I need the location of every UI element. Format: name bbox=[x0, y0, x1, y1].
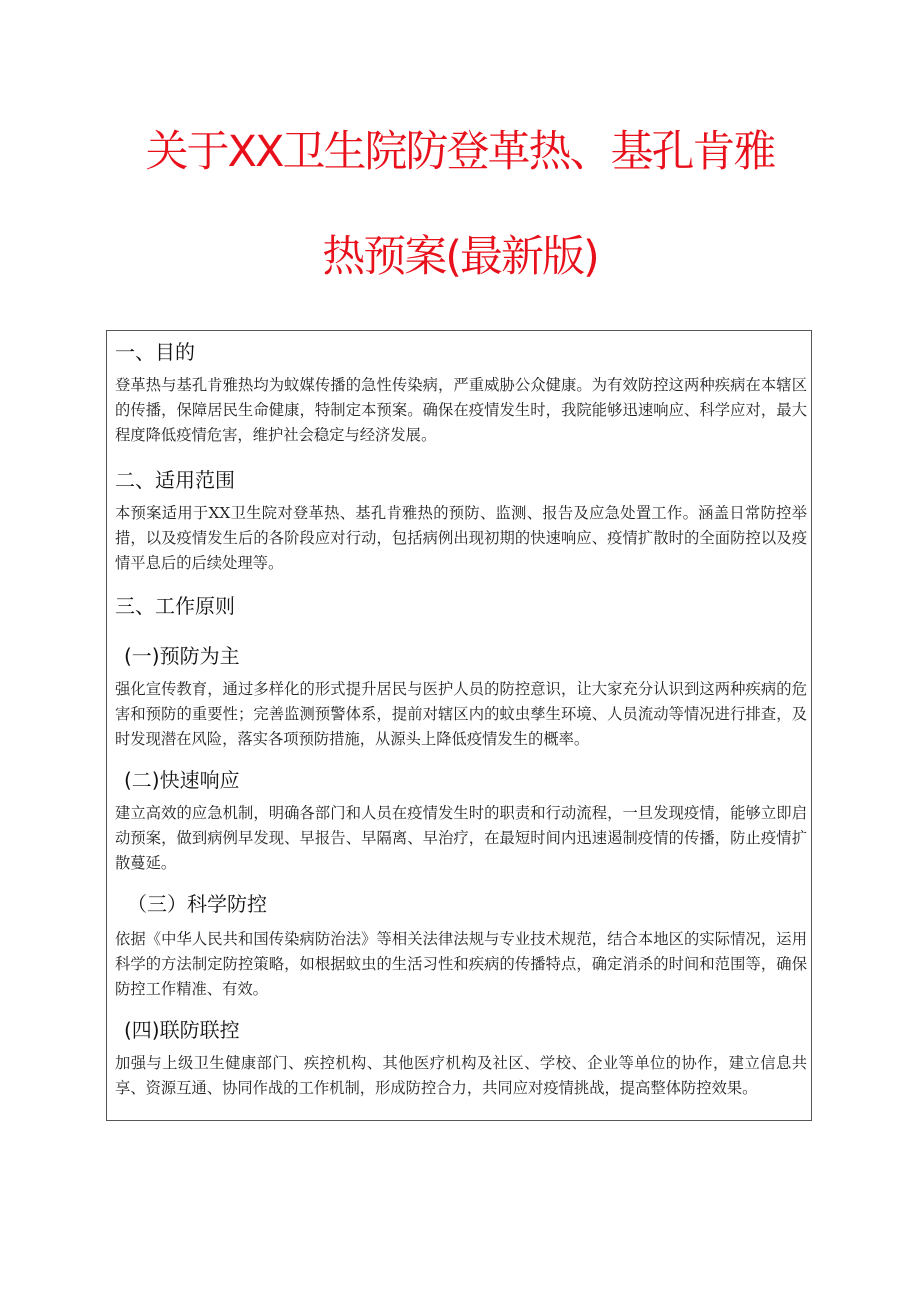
section-heading-scope: 二、适用范围 bbox=[115, 468, 235, 492]
subsection-heading-rapid-response: (二)快速响应 bbox=[124, 768, 240, 792]
section-heading-principles: 三、工作原则 bbox=[115, 594, 235, 618]
section-heading-purpose: 一、目的 bbox=[115, 340, 195, 364]
subsection-body-rapid-response: 建立高效的应急机制，明确各部门和人员在疫情发生时的职责和行动流程，一旦发现疫情，能够立即启动预案，做到病例早发现、早报告、早隔离、早治疗，在最短时间内迅速遏制疫情的传播，防止疫情扩散蔓延。 bbox=[115, 804, 807, 872]
subsection-heading-joint-control: (四)联防联控 bbox=[124, 1018, 240, 1042]
subsection-heading-scientific-control: （三）科学防控 bbox=[127, 892, 267, 916]
document-title-line-1: 关于XX卫生院防登革热、基孔肯雅 bbox=[145, 127, 775, 177]
document-title-line-2: 热预案(最新版) bbox=[322, 232, 598, 282]
subsection-body-scientific-control: 依据《中华人民共和国传染病防治法》等相关法律法规与专业技术规范，结合本地区的实际情况，运用科学的方法制定防控策略，如根据蚊虫的生活习性和疾病的传播特点，确定消杀的时间和范围等，确保防控工作精准、有效。 bbox=[115, 930, 807, 998]
section-body-scope: 本预案适用于XX卫生院对登革热、基孔肯雅热的预防、监测、报告及应急处置工作。涵盖日常防控举措，以及疫情发生后的各阶段应对行动，包括病例出现初期的快速响应、疫情扩散时的全面防控以及疫情平息后的后续处理等。 bbox=[115, 504, 807, 572]
subsection-body-joint-control: 加强与上级卫生健康部门、疾控机构、其他医疗机构及社区、学校、企业等单位的协作，建立信息共享、资源互通、协同作战的工作机制，形成防控合力，共同应对疫情挑战，提高整体防控效果。 bbox=[115, 1054, 807, 1097]
content-box bbox=[106, 330, 812, 1121]
subsection-body-prevention: 强化宣传教育，通过多样化的形式提升居民与医护人员的防控意识，让大家充分认识到这两种疾病的危害和预防的重要性；完善监测预警体系，提前对辖区内的蚊虫孳生环境、人员流动等情况进行排查，及时发现潜在风险，落实各项预防措施，从源头上降低疫情发生的概率。 bbox=[115, 680, 807, 748]
subsection-heading-prevention: (一)预防为主 bbox=[124, 644, 240, 668]
section-body-purpose: 登革热与基孔肯雅热均为蚊媒传播的急性传染病，严重威胁公众健康。为有效防控这两种疾病在本辖区的传播，保障居民生命健康，特制定本预案。确保在疫情发生时，我院能够迅速响应、科学应对，最大程度降低疫情危害，维护社会稳定与经济发展。 bbox=[115, 376, 807, 444]
